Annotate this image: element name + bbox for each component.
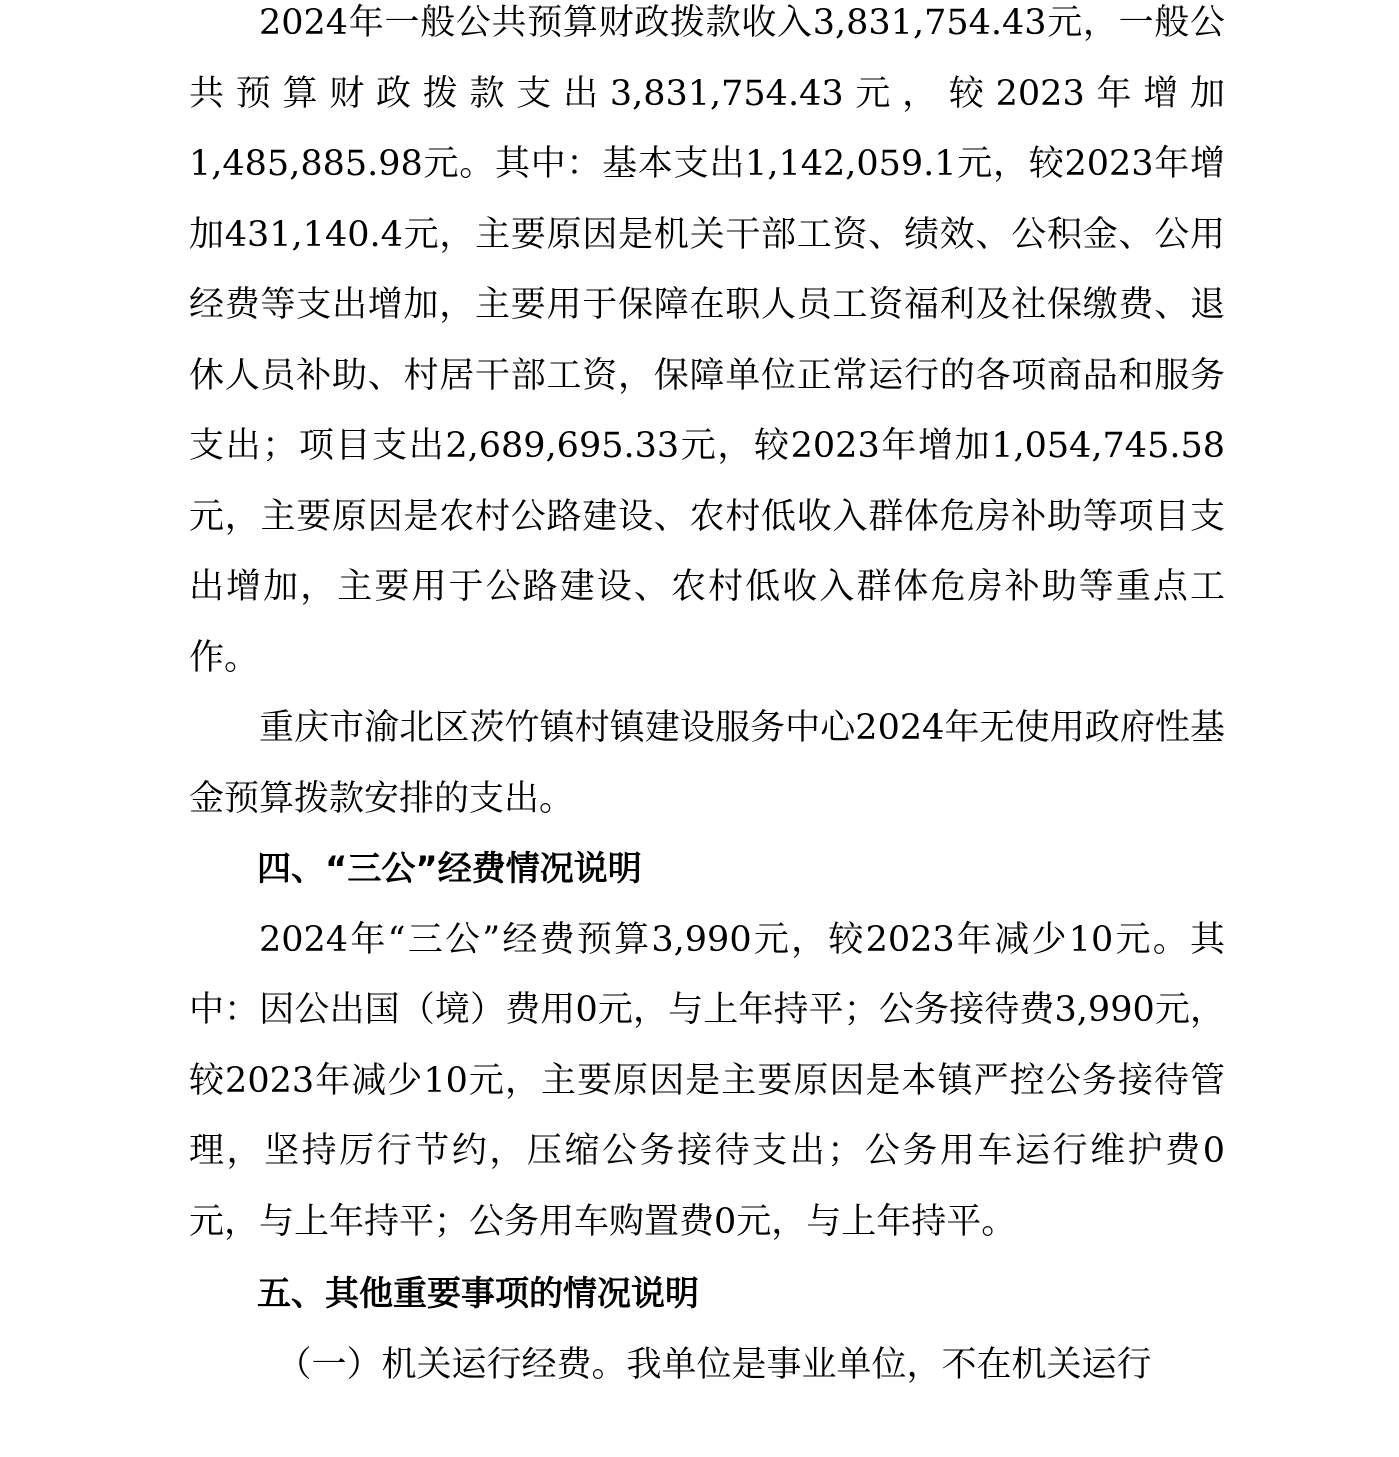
section-heading-other-matters: 五、其他重要事项的情况说明 <box>257 1274 699 1314</box>
paragraph-three-public-funds: 2024年“三公”经费预算3,990元，较2023年减少10元。其中：因公出国（境）费用0元，与上年持平；公务接待费3,990元，较2023年减少10元，主要原因是主要原因是本镇严控公务接待管理，坚持厉行节约，压缩公务接待支出；公务用车运行维护费0元，与上年持平；公务用车购置费0元，与上年持平。 <box>189 919 1225 1242</box>
paragraph-budget-expenditure: 2024年一般公共预算财政拨款收入3,831,754.43元，一般公共预算财政拨款支出3,831,754.43元，较2023年增加1,485,885.98元。其中：基本支出1,142,059.1元，较2023年增加431,140.4元，主要原因是机关干部工资、绩效、公积金、公用经费等支出增加，主要用于保障在职人员工资福利及社保缴费、退休人员补助、村居干部工资，保障单位正常运行的各项商品和服务支出；项目支出2,689,695.33元，较2023年增加1,054,745.58元，主要原因是农村公路建设、农村低收入群体危房补助等项目支出增加，主要用于公路建设、农村低收入群体危房补助等重点工作。 <box>189 3 1225 678</box>
document-page <box>189 0 1225 1400</box>
paragraph-government-fund: 重庆市渝北区茨竹镇村镇建设服务中心2024年无使用政府性基金预算拨款安排的支出。 <box>189 708 1225 819</box>
paragraph-operating-funds: （一）机关运行经费。我单位是事业单位，不在机关运行 <box>276 1344 1152 1385</box>
section-heading-three-public: 四、“三公”经费情况说明 <box>257 849 642 889</box>
